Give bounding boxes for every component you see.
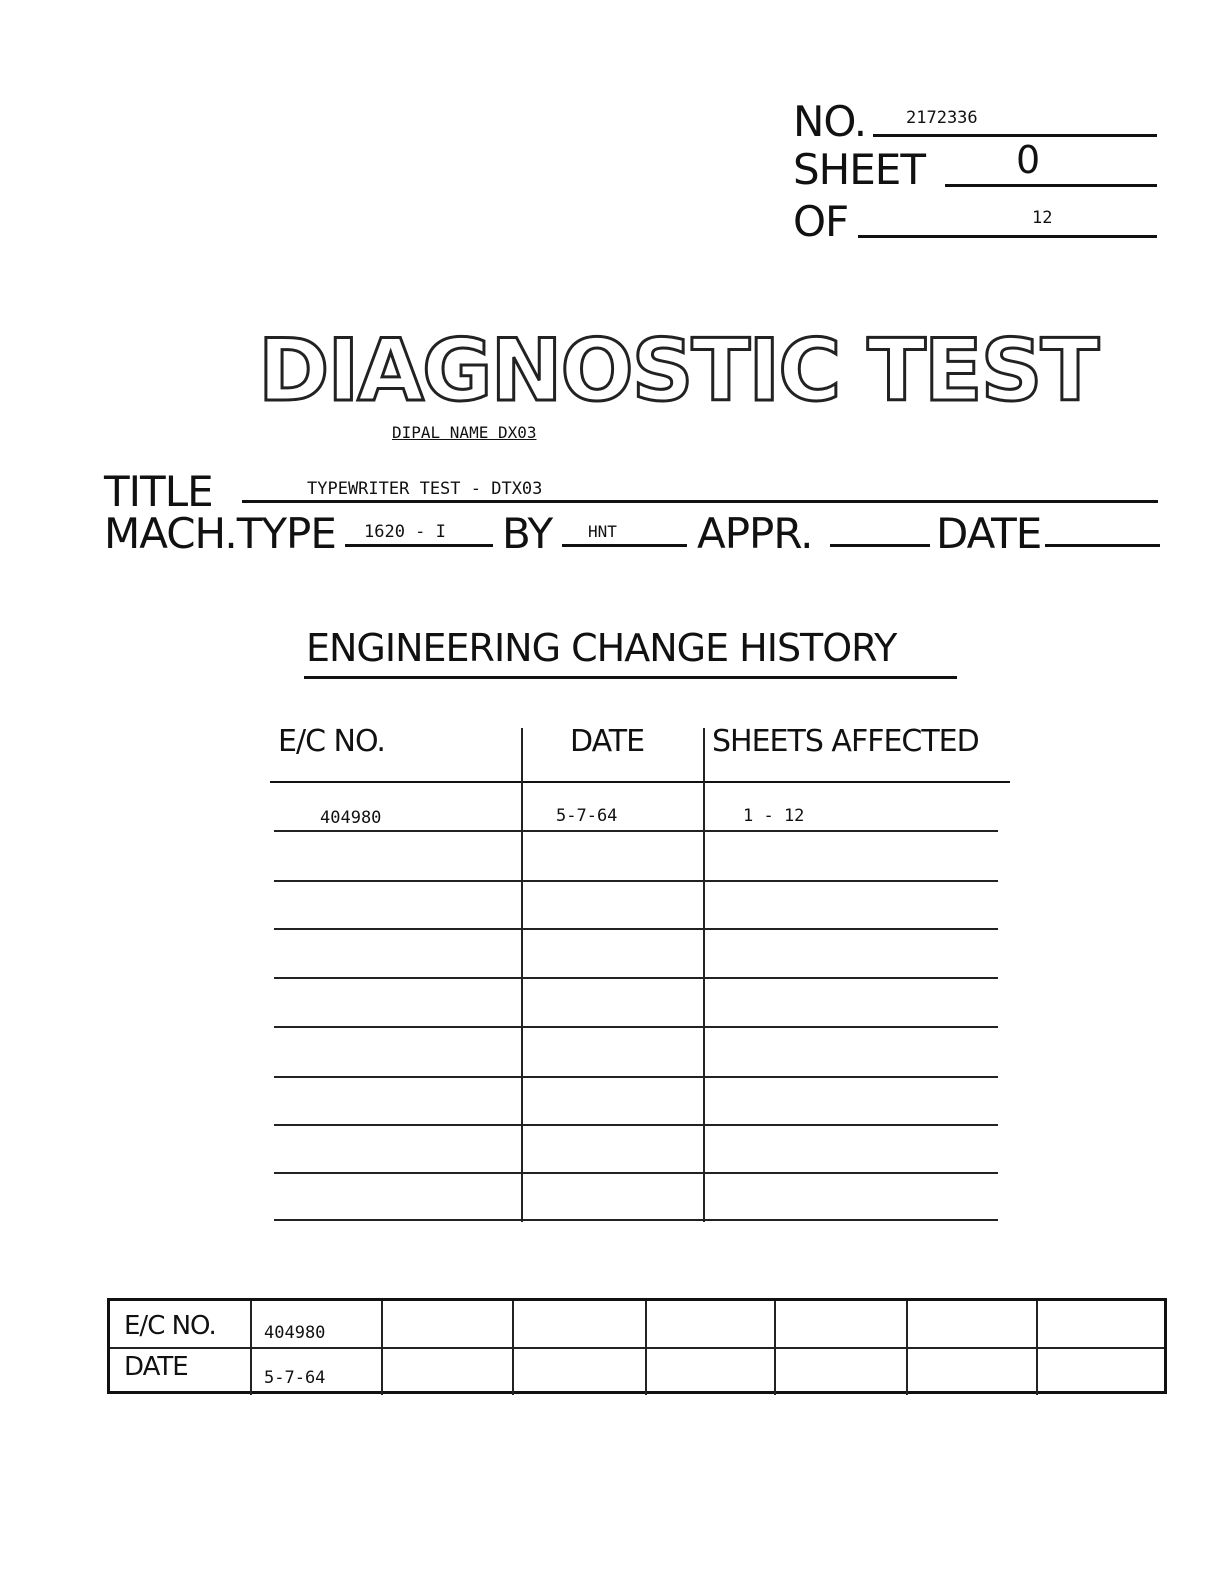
bottom-grid-row-ec: [110, 1301, 1164, 1348]
bottom-grid-cell: [1038, 1301, 1164, 1348]
table-row-line: [274, 1026, 998, 1028]
bottom-grid-cell: [514, 1348, 647, 1395]
sheet-underline: [945, 184, 1157, 187]
bottom-grid-cell: [383, 1301, 514, 1348]
table-row-line: [274, 880, 998, 882]
bottom-grid-label-cell: [110, 1348, 252, 1395]
main-title: DIAGNOSTIC TEST: [258, 321, 1098, 421]
bottom-grid-cell: [514, 1301, 647, 1348]
date-underline: [1045, 544, 1160, 547]
table-row-line: [274, 830, 998, 832]
table-row-line: [274, 928, 998, 930]
col-header-date: DATE: [570, 724, 645, 759]
appr-underline: [830, 544, 930, 547]
table-cell-sheets-affected: 1 - 12: [743, 806, 805, 826]
no-label: NO.: [793, 97, 867, 146]
by-value: HNT: [588, 522, 617, 541]
table-row-line: [274, 977, 998, 979]
mach-type-label: MACH.TYPE: [104, 509, 336, 558]
bottom-grid-ec-label: E/C NO.: [124, 1311, 216, 1341]
bottom-grid-cell: [252, 1348, 383, 1395]
mach-type-underline: [345, 544, 493, 547]
bottom-grid-cell: [908, 1301, 1038, 1348]
date-label: DATE: [936, 509, 1042, 558]
table-col-divider-2: [703, 728, 705, 1222]
no-underline: [873, 134, 1157, 137]
bottom-grid-cell: [1038, 1348, 1164, 1395]
bottom-grid-cell: [908, 1348, 1038, 1395]
bottom-grid-ec-value: 404980: [264, 1323, 326, 1343]
title-underline: [242, 500, 1158, 503]
table-header-divider: [270, 781, 1010, 783]
of-value: 12: [1032, 208, 1053, 228]
mach-type-value: 1620 - I: [364, 522, 446, 542]
change-history-heading: ENGINEERING CHANGE HISTORY: [306, 626, 897, 670]
appr-label: APPR.: [697, 509, 813, 558]
table-row-line: [274, 1124, 998, 1126]
no-value: 2172336: [906, 108, 978, 128]
bottom-grid-date-value: 5-7-64: [264, 1368, 326, 1388]
by-label: BY: [502, 509, 553, 558]
col-header-sheets-affected: SHEETS AFFECTED: [712, 724, 979, 759]
sheet-value: 0: [1016, 138, 1040, 182]
col-header-ec-no: E/C NO.: [278, 724, 385, 759]
bottom-grid-cell: [776, 1348, 908, 1395]
table-cell-ec-no: 404980: [320, 808, 382, 828]
title-value: TYPEWRITER TEST - DTX03: [307, 479, 543, 499]
change-history-heading-underline: [304, 676, 957, 679]
table-row-line: [274, 1076, 998, 1078]
bottom-grid-cell: [647, 1301, 776, 1348]
bottom-grid-date-label: DATE: [124, 1352, 188, 1382]
bottom-grid-row-date: [110, 1348, 1164, 1395]
table-col-divider-1: [521, 728, 523, 1222]
bottom-grid-cell: [647, 1348, 776, 1395]
bottom-grid-label-cell: [110, 1301, 252, 1348]
table-cell-date: 5-7-64: [556, 806, 618, 826]
dipal-name: DIPAL NAME DX03: [392, 423, 537, 442]
bottom-grid-cell: [252, 1301, 383, 1348]
sheet-label: SHEET: [793, 145, 925, 194]
table-row-line: [274, 1219, 998, 1221]
bottom-grid-cell: [383, 1348, 514, 1395]
of-underline: [858, 235, 1157, 238]
bottom-grid-cell: [776, 1301, 908, 1348]
by-underline: [562, 544, 687, 547]
of-label: OF: [793, 197, 849, 246]
title-label: TITLE: [104, 467, 213, 516]
table-row-line: [274, 1172, 998, 1174]
bottom-ec-grid: [107, 1298, 1167, 1394]
